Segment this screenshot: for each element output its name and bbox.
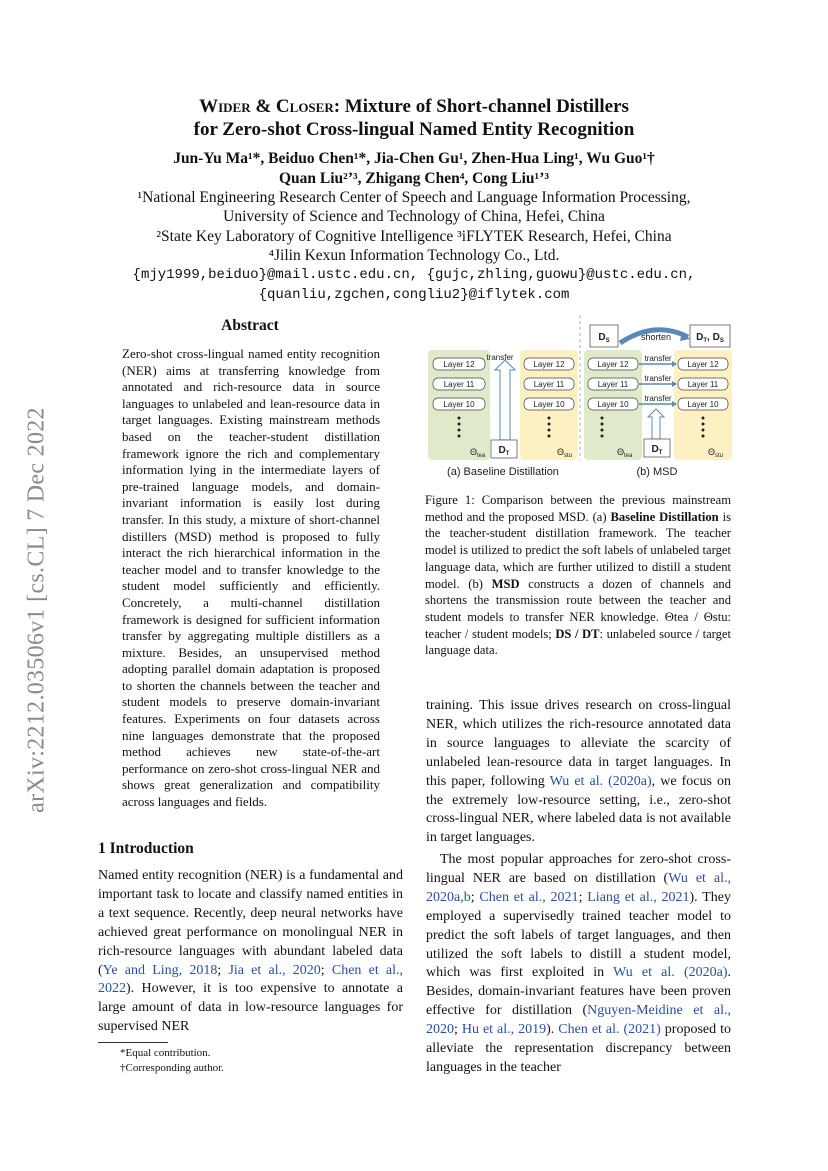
intro-text-1: Named entity recognition (NER) is a fundamental and important task to locate and classify named entities in a text sequence. Recently, deep neural networks have achieved great performance on monolingual NER in rich-resource languages with abundant labeled data ( [98,868,403,978]
sep: ; [454,1022,462,1038]
citation-link[interactable]: Chen et al., 2022 [98,962,404,997]
dt-label: $D_T$ [651,444,663,456]
layer-label: Layer 11 [597,380,629,389]
caption-text: is the teacher-student distillation framework. The teacher model is utilized to predict the soft labels of unlabeled target language data, which are further utilized to distill a student model. (b) [425,509,731,591]
affiliation-2-3: ²State Key Laboratory of Cognitive Intelligence ³iFLYTEK Research, Hefei, China [156,228,672,245]
abstract-text: Zero-shot cross-lingual named entity recognition (NER) aims at transferring knowledge from annotated and rich-resource data in source languages to unlabeled and lean-resource data in target languages. Existing mainstream methods based on the teacher-student distillation framework ignore the rich and complementary information lying in the intermediate layers of pre-trained language models, and domain-invariant information is easily lost during transfer. In this study, a mixture of short-channel distillers (MSD) method is proposed to fully interact the rich hierarchical information in the teacher model and to transfer knowledge to the student model sufficiently and efficiently. Concretely, a multi-channel distillation framework is designed for sufficient information transfer by aggregating multiple distillers as a mixture. Besides, an unsupervised method adopting parallel domain adaptation is proposed to shorten the channels between the teacher and student models to preserve domain-invariant features. Experiments on four datasets across nine languages demonstrate that the proposed method achieves new state-of-the-art performance on zero-shot cross-lingual NER and shows great generalization and compatibility across languages and fields. [122,346,380,810]
paper-title-line1 [0,95,828,118]
paper-title-line2: for Zero-shot Cross-lingual Named Entity Recognition [193,119,635,140]
body-text: ). They employed a supervisedly trained teacher model to predict the soft labels of target languages, and then utilized the soft labels to distill a student model, which was first exploited in [426,889,731,981]
theta-stu-label: $\Theta_{stu}$ [708,447,724,459]
transfer-label: transfer [486,353,514,362]
footnote-corresponding-author: †Corresponding author. [120,1062,224,1074]
intro-text-2: ). However, it is too expensive to annotate a large amount of data in low-resource languages for supervised NER [98,981,403,1035]
caption-bold: MSD [491,576,520,591]
ds-label: $D_S$ [598,332,610,344]
footnote-equal-contribution: *Equal contribution. [120,1047,211,1059]
caption-text: : unlabeled source / target language data. [425,626,732,658]
figure-1-diagram [420,315,735,485]
emails-line1: {mjy1999,beiduo}@mail.ustc.edu.cn, {gujc,zhling,guowu}@ustc.edu.cn, [132,267,696,283]
citation-link[interactable]: Jia et al., 2020 [228,962,321,978]
affiliation-1: ¹National Engineering Research Center of Speech and Language Information Processing, [137,189,691,206]
arxiv-identifier [22,370,52,850]
citation-link[interactable]: Nguyen-Meidine et al., 2020 [426,1003,731,1038]
theta-stu-label: $\Theta_{stu}$ [557,447,573,459]
layer-label: Layer 11 [443,380,475,389]
citation-link[interactable]: Chen et al., 2021 [479,889,579,905]
layer-label: Layer 12 [597,360,629,369]
transfer-arrow-b [648,409,664,439]
emails-line2: {quanliu,zgchen,congliu2}@iflytek.com [258,287,570,303]
caption-bold: Baseline Distillation [610,509,719,524]
sep: ; [470,889,480,905]
layer-label: Layer 11 [533,380,565,389]
sep: ; [217,962,229,978]
dtds-label: $D_T$, $D_S$ [696,332,724,344]
layer-label: Layer 10 [687,400,719,409]
transfer-label: transfer [644,374,672,383]
caption-text: Figure 1: Comparison between the previous mainstream method and the proposed MSD. (a) [425,493,731,524]
body-text: , we focus on the extremely low-resource setting, i.e., zero-shot cross-lingual NER, where labeled data is not available in target languages. [426,773,731,846]
layer-label: Layer 10 [443,400,475,409]
caption-text: constructs a dozen of channels and shortens the transmission route between the teacher and student models to transfer NER knowledge. Θtea / Θstu: teacher / student models; [425,576,731,641]
authors-line1: Jun-Yu Ma¹*, Beiduo Chen¹*, Jia-Chen Gu¹, Zhen-Hua Ling¹, Wu Guo¹† [173,150,655,167]
subfigure-label-a: (a) Baseline Distillation [447,466,559,478]
caption-bold: DS / DT [555,626,600,641]
dt-label: $D_T$ [498,445,510,457]
abstract-heading: Abstract [221,317,279,334]
title-small-caps: Wider & Closer [199,96,334,117]
intro-paragraph [98,867,403,1037]
layer-label: Layer 10 [533,400,565,409]
right-column-paragraph-2 [426,851,731,1078]
body-text: proposed to alleviate the representation discrepancy between languages in the teacher [426,1022,732,1075]
figure-1-caption [425,492,731,659]
layer-label: Layer 11 [687,380,719,389]
affiliation-1b: University of Science and Technology of China, Hefei, China [223,208,605,225]
subfigure-label-b: (b) MSD [636,466,678,478]
shorten-label: shorten [640,332,672,342]
sep: ; [578,889,588,905]
affiliation-4: ⁴Jilin Kexun Information Technology Co., Ltd. [268,247,560,264]
citation-link[interactable]: Liang et al., 2021 [587,889,690,905]
layer-label: Layer 12 [533,360,565,369]
citation-link[interactable]: Wu et al., 2020a,b [426,870,731,905]
citation-link[interactable]: Ye and Ling, 2018 [102,962,218,978]
citation-link[interactable]: Wu et al. (2020a) [613,965,728,981]
body-text: training. This issue drives research on cross-lingual NER, which utilizes the rich-resource annotated data in source languages to alleviate the scarcity of unlabeled lean-resource data in target languages. In this paper, following [426,698,731,789]
layer-label: Layer 10 [597,400,629,409]
transfer-label: transfer [644,394,672,403]
layer-label: Layer 12 [443,360,475,369]
arxiv-id-text: arXiv:2212.03506v1 [cs.CL] 7 Dec 2022 [23,407,50,813]
footnote-rule [98,1042,168,1043]
section-heading-introduction: 1 Introduction [98,840,194,857]
citation-link[interactable]: Hu et al., 2019 [461,1022,547,1038]
citation-link[interactable]: Wu et al. (2020a) [549,773,652,789]
title-line1-rest: : Mixture of Short-channel Distillers [333,96,629,117]
body-text: The most popular approaches for zero-shot cross-lingual NER are based on distillation ( [426,852,731,886]
transfer-arrow-a [495,360,515,440]
body-text: . Besides, domain-invariant features have been proven effective for distillation ( [426,965,731,1019]
theta-tea-label: $\Theta_{tea}$ [470,447,486,459]
right-column-paragraph-1 [426,697,731,848]
authors-line2: Quan Liu²ʼ³, Zhigang Chen⁴, Cong Liu¹ʼ³ [278,170,550,187]
theta-tea-label: $\Theta_{tea}$ [617,447,633,459]
body-text: ). [546,1022,559,1038]
transfer-label: transfer [644,354,672,363]
sep: ; [320,962,332,978]
citation-link[interactable]: Chen et al. (2021) [558,1022,661,1038]
layer-label: Layer 12 [687,360,719,369]
